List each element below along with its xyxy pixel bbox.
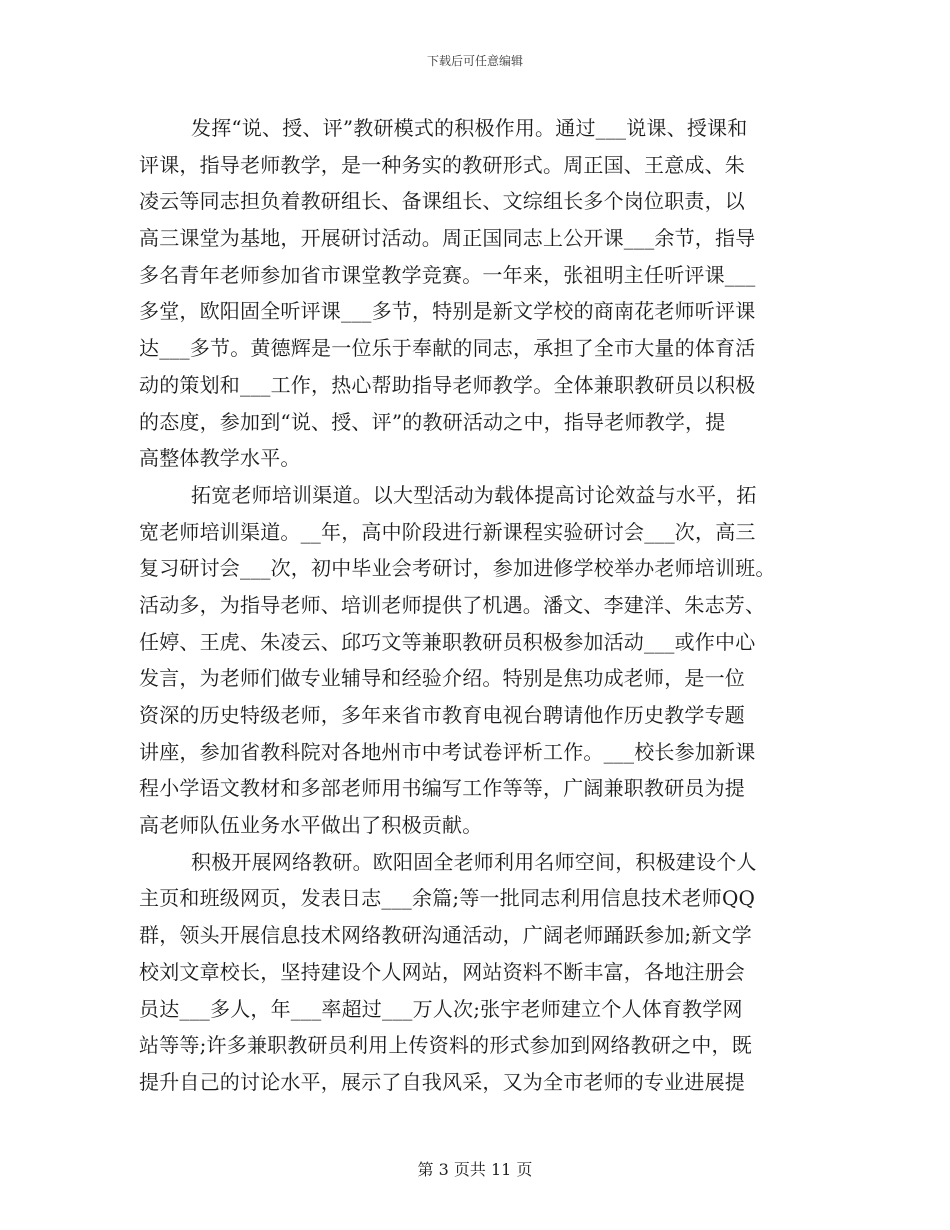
text-line: 高整体教学水平。 — [139, 446, 301, 471]
text-line: 发言，为老师们做专业辅导和经验介绍。特别是焦功成老师，是一位 — [139, 666, 745, 691]
text-line: 凌云等同志担负着教研组长、备课组长、文综组长多个岗位职责，以 — [139, 189, 745, 214]
text-line: 复习研讨会___次，初中毕业会考研讨，参加进修学校举办老师培训班。 — [139, 556, 776, 581]
text-line: 发挥“说、授、评”教研模式的积极作用。通过___说课、授课和 — [191, 116, 748, 140]
text-line: 群，领头开展信息技术网络教研沟通活动，广阔老师踊跃参加;新文学 — [139, 923, 752, 948]
text-line: 员达___多人，年___率超过___万人次;张宇老师建立个人体育教学网 — [139, 996, 743, 1021]
text-line: 的态度，参加到“说、授、评”的教研活动之中，指导老师教学，提 — [139, 409, 726, 434]
text-line: 多堂，欧阳固全听评课___多节，特别是新文学校的商南花老师听评课 — [139, 299, 756, 324]
text-line: 资深的历史特级老师，多年来省市教育电视台聘请他作历史教学专题 — [139, 703, 745, 727]
paragraph — [139, 477, 811, 844]
text-line: 任婷、王虎、朱凌云、邱巧文等兼职教研员积极参加活动___或作中心 — [139, 629, 756, 654]
page-number: 第 3 页共 11 页 — [417, 1160, 533, 1179]
paragraph — [139, 110, 811, 477]
text-line: 拓宽老师培训渠道。以大型活动为载体提高讨论效益与水平，拓 — [191, 482, 757, 507]
page-header: 下载后可任意编辑 — [426, 54, 523, 68]
text-line: 评课，指导老师教学，是一种务实的教研形式。周正国、王意成、朱 — [139, 152, 745, 177]
paragraph — [139, 844, 811, 1101]
text-line: 站等等;许多兼职教研员利用上传资料的形式参加到网络教研之中，既 — [139, 1033, 752, 1058]
text-line: 活动多，为指导老师、培训老师提供了机遇。潘文、李建洋、朱志芳、 — [139, 592, 766, 617]
text-line: 主页和班级网页，发表日志___余篇;等一批同志利用信息技术老师QQ — [139, 886, 756, 911]
document-body — [139, 110, 811, 1101]
text-line: 提升自己的讨论水平，展示了自我风采，又为全市老师的专业进展提 — [139, 1069, 745, 1094]
text-line: 多名青年老师参加省市课堂教学竞赛。一年来，张祖明主任听评课___ — [139, 262, 756, 287]
text-line: 校刘文章校长，坚持建设个人网站，网站资料不断丰富，各地注册会 — [139, 959, 745, 984]
text-line: 高三课堂为基地，开展研讨活动。周正国同志上公开课___余节，指导 — [139, 226, 756, 251]
text-line: 程小学语文教材和多部老师用书编写工作等等，广阔兼职教研员为提 — [139, 776, 745, 801]
text-line: 高老师队伍业务水平做出了积极贡献。 — [139, 813, 483, 838]
text-line: 动的策划和___工作，热心帮助指导老师教学。全体兼职教研员以积极 — [139, 372, 756, 397]
text-line: 宽老师培训渠道。__年，高中阶段进行新课程实验研讨会___次，高三 — [139, 519, 756, 544]
text-line: 达___多节。黄德辉是一位乐于奉献的同志，承担了全市大量的体育活 — [139, 336, 756, 361]
text-line: 讲座，参加省教科院对各地州市中考试卷评析工作。___校长参加新课 — [139, 739, 756, 764]
text-line: 积极开展网络教研。欧阳固全老师利用名师空间，积极建设个人 — [191, 849, 757, 874]
